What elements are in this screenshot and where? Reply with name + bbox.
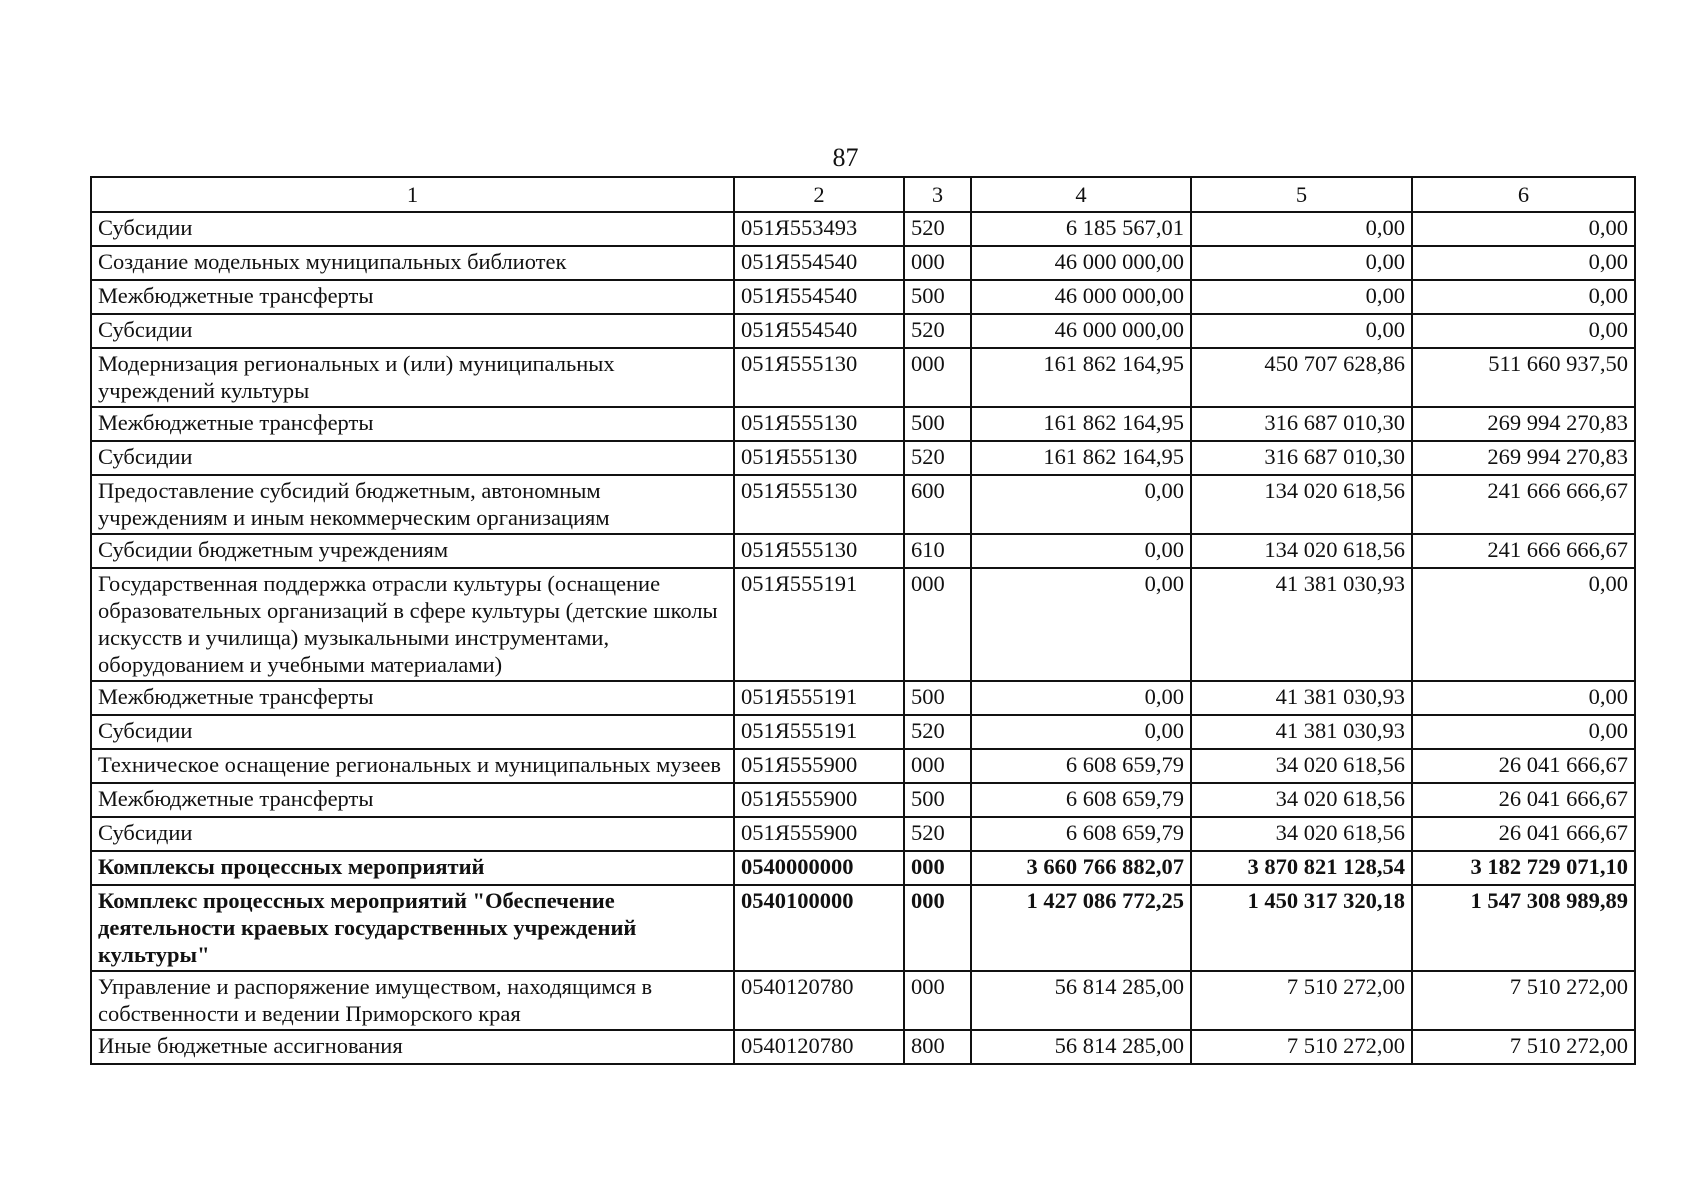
- row-value-col6: 26 041 666,67: [1412, 749, 1635, 783]
- row-code: 0540120780: [734, 971, 904, 1030]
- row-value-col6: 241 666 666,67: [1412, 534, 1635, 568]
- row-type: 000: [904, 851, 971, 885]
- row-value-col4: 161 862 164,95: [971, 348, 1191, 407]
- row-value-col5: 7 510 272,00: [1191, 1030, 1412, 1064]
- column-header: 5: [1191, 177, 1412, 212]
- row-value-col5: 41 381 030,93: [1191, 715, 1412, 749]
- row-value-col5: 0,00: [1191, 246, 1412, 280]
- row-value-col4: 0,00: [971, 568, 1191, 681]
- row-type: 000: [904, 568, 971, 681]
- row-code: 051Я555130: [734, 441, 904, 475]
- row-value-col4: 6 608 659,79: [971, 749, 1191, 783]
- row-value-col4: 3 660 766 882,07: [971, 851, 1191, 885]
- row-value-col4: 0,00: [971, 534, 1191, 568]
- table-row: [91, 1030, 1635, 1064]
- row-value-col4: 1 427 086 772,25: [971, 885, 1191, 971]
- row-type: 520: [904, 441, 971, 475]
- row-name: Иные бюджетные ассигнования: [91, 1030, 734, 1064]
- row-value-col6: 0,00: [1412, 246, 1635, 280]
- row-value-col5: 3 870 821 128,54: [1191, 851, 1412, 885]
- row-code: 051Я553493: [734, 212, 904, 246]
- row-code: 0540120780: [734, 1030, 904, 1064]
- row-type: 000: [904, 246, 971, 280]
- row-name: Субсидии: [91, 212, 734, 246]
- column-header: 6: [1412, 177, 1635, 212]
- row-code: 051Я555900: [734, 749, 904, 783]
- row-type: 600: [904, 475, 971, 534]
- row-value-col4: 46 000 000,00: [971, 280, 1191, 314]
- row-value-col6: 0,00: [1412, 715, 1635, 749]
- row-value-col5: 0,00: [1191, 212, 1412, 246]
- row-value-col5: 0,00: [1191, 280, 1412, 314]
- table-row: [91, 348, 1635, 407]
- row-name: Субсидии: [91, 817, 734, 851]
- row-name: Межбюджетные трансферты: [91, 783, 734, 817]
- row-name: Межбюджетные трансферты: [91, 407, 734, 441]
- row-value-col6: 241 666 666,67: [1412, 475, 1635, 534]
- row-value-col6: 0,00: [1412, 314, 1635, 348]
- row-code: 051Я555130: [734, 475, 904, 534]
- row-value-col5: 134 020 618,56: [1191, 475, 1412, 534]
- row-value-col6: 269 994 270,83: [1412, 407, 1635, 441]
- row-code: 051Я554540: [734, 280, 904, 314]
- row-name: Комплексы процессных мероприятий: [91, 851, 734, 885]
- row-value-col4: 0,00: [971, 475, 1191, 534]
- row-code: 0540000000: [734, 851, 904, 885]
- row-code: 051Я554540: [734, 246, 904, 280]
- row-value-col4: 0,00: [971, 715, 1191, 749]
- row-code: 051Я555130: [734, 348, 904, 407]
- table-row: [91, 568, 1635, 681]
- row-value-col5: 316 687 010,30: [1191, 441, 1412, 475]
- row-code: 051Я555130: [734, 534, 904, 568]
- row-value-col6: 0,00: [1412, 280, 1635, 314]
- row-name: Модернизация региональных и (или) муниципальных учреждений культуры: [91, 348, 734, 407]
- budget-table: [90, 176, 1636, 1065]
- column-header: 4: [971, 177, 1191, 212]
- row-code: 051Я555191: [734, 715, 904, 749]
- table-row: [91, 212, 1635, 246]
- row-value-col4: 161 862 164,95: [971, 441, 1191, 475]
- row-value-col5: 1 450 317 320,18: [1191, 885, 1412, 971]
- row-value-col4: 6 608 659,79: [971, 783, 1191, 817]
- table-row: [91, 681, 1635, 715]
- row-value-col6: 26 041 666,67: [1412, 817, 1635, 851]
- row-value-col4: 46 000 000,00: [971, 246, 1191, 280]
- row-value-col5: 41 381 030,93: [1191, 568, 1412, 681]
- table-row: [91, 817, 1635, 851]
- row-value-col6: 3 182 729 071,10: [1412, 851, 1635, 885]
- row-code: 051Я555900: [734, 817, 904, 851]
- row-value-col4: 161 862 164,95: [971, 407, 1191, 441]
- row-type: 610: [904, 534, 971, 568]
- row-value-col4: 56 814 285,00: [971, 971, 1191, 1030]
- row-name: Межбюджетные трансферты: [91, 280, 734, 314]
- header-row: [91, 177, 1635, 212]
- row-value-col5: 450 707 628,86: [1191, 348, 1412, 407]
- row-type: 520: [904, 817, 971, 851]
- row-type: 520: [904, 314, 971, 348]
- row-code: 051Я555191: [734, 568, 904, 681]
- row-value-col6: 1 547 308 989,89: [1412, 885, 1635, 971]
- column-header: 2: [734, 177, 904, 212]
- row-value-col6: 26 041 666,67: [1412, 783, 1635, 817]
- row-value-col5: 34 020 618,56: [1191, 749, 1412, 783]
- row-value-col6: 7 510 272,00: [1412, 971, 1635, 1030]
- row-name: Создание модельных муниципальных библиотек: [91, 246, 734, 280]
- row-value-col4: 56 814 285,00: [971, 1030, 1191, 1064]
- table-row: [91, 441, 1635, 475]
- row-type: 000: [904, 348, 971, 407]
- table-row: [91, 971, 1635, 1030]
- row-type: 520: [904, 715, 971, 749]
- table-row: [91, 534, 1635, 568]
- row-value-col5: 7 510 272,00: [1191, 971, 1412, 1030]
- row-name: Предоставление субсидий бюджетным, автономным учреждениям и иным некоммерческим организациям: [91, 475, 734, 534]
- row-value-col4: 46 000 000,00: [971, 314, 1191, 348]
- table-row: [91, 885, 1635, 971]
- row-value-col6: 7 510 272,00: [1412, 1030, 1635, 1064]
- row-value-col5: 0,00: [1191, 314, 1412, 348]
- row-code: 051Я555191: [734, 681, 904, 715]
- row-type: 800: [904, 1030, 971, 1064]
- row-name: Субсидии: [91, 715, 734, 749]
- table-row: [91, 407, 1635, 441]
- table-row: [91, 851, 1635, 885]
- table-row: [91, 280, 1635, 314]
- row-name: Техническое оснащение региональных и муниципальных музеев: [91, 749, 734, 783]
- row-type: 500: [904, 280, 971, 314]
- row-name: Субсидии бюджетным учреждениям: [91, 534, 734, 568]
- table-row: [91, 246, 1635, 280]
- row-type: 500: [904, 783, 971, 817]
- row-name: Субсидии: [91, 441, 734, 475]
- table-row: [91, 314, 1635, 348]
- row-name: Субсидии: [91, 314, 734, 348]
- table-row: [91, 783, 1635, 817]
- row-value-col6: 511 660 937,50: [1412, 348, 1635, 407]
- row-value-col4: 6 185 567,01: [971, 212, 1191, 246]
- row-code: 051Я555900: [734, 783, 904, 817]
- row-name: Государственная поддержка отрасли культуры (оснащение образовательных организаций в сфере культуры (детские школы искусств и училища) музыкальными инструментами, оборудованием и учебными материалами): [91, 568, 734, 681]
- column-header: 3: [904, 177, 971, 212]
- table-row: [91, 475, 1635, 534]
- row-value-col6: 0,00: [1412, 681, 1635, 715]
- row-value-col6: 0,00: [1412, 212, 1635, 246]
- row-value-col4: 0,00: [971, 681, 1191, 715]
- row-value-col5: 41 381 030,93: [1191, 681, 1412, 715]
- row-value-col4: 6 608 659,79: [971, 817, 1191, 851]
- row-value-col5: 34 020 618,56: [1191, 817, 1412, 851]
- row-code: 051Я555130: [734, 407, 904, 441]
- row-type: 500: [904, 407, 971, 441]
- row-type: 000: [904, 749, 971, 783]
- table-row: [91, 749, 1635, 783]
- row-name: Межбюджетные трансферты: [91, 681, 734, 715]
- table-row: [91, 715, 1635, 749]
- row-type: 000: [904, 885, 971, 971]
- row-code: 051Я554540: [734, 314, 904, 348]
- row-value-col5: 34 020 618,56: [1191, 783, 1412, 817]
- page-number: 87: [832, 143, 859, 172]
- row-type: 000: [904, 971, 971, 1030]
- row-name: Комплекс процессных мероприятий "Обеспечение деятельности краевых государственных учреждений культуры": [91, 885, 734, 971]
- table-body: [91, 212, 1635, 1064]
- row-value-col5: 316 687 010,30: [1191, 407, 1412, 441]
- row-value-col6: 0,00: [1412, 568, 1635, 681]
- row-value-col5: 134 020 618,56: [1191, 534, 1412, 568]
- row-type: 500: [904, 681, 971, 715]
- row-type: 520: [904, 212, 971, 246]
- row-name: Управление и распоряжение имуществом, находящимся в собственности и ведении Приморского края: [91, 971, 734, 1030]
- column-header: 1: [91, 177, 734, 212]
- row-code: 0540100000: [734, 885, 904, 971]
- row-value-col6: 269 994 270,83: [1412, 441, 1635, 475]
